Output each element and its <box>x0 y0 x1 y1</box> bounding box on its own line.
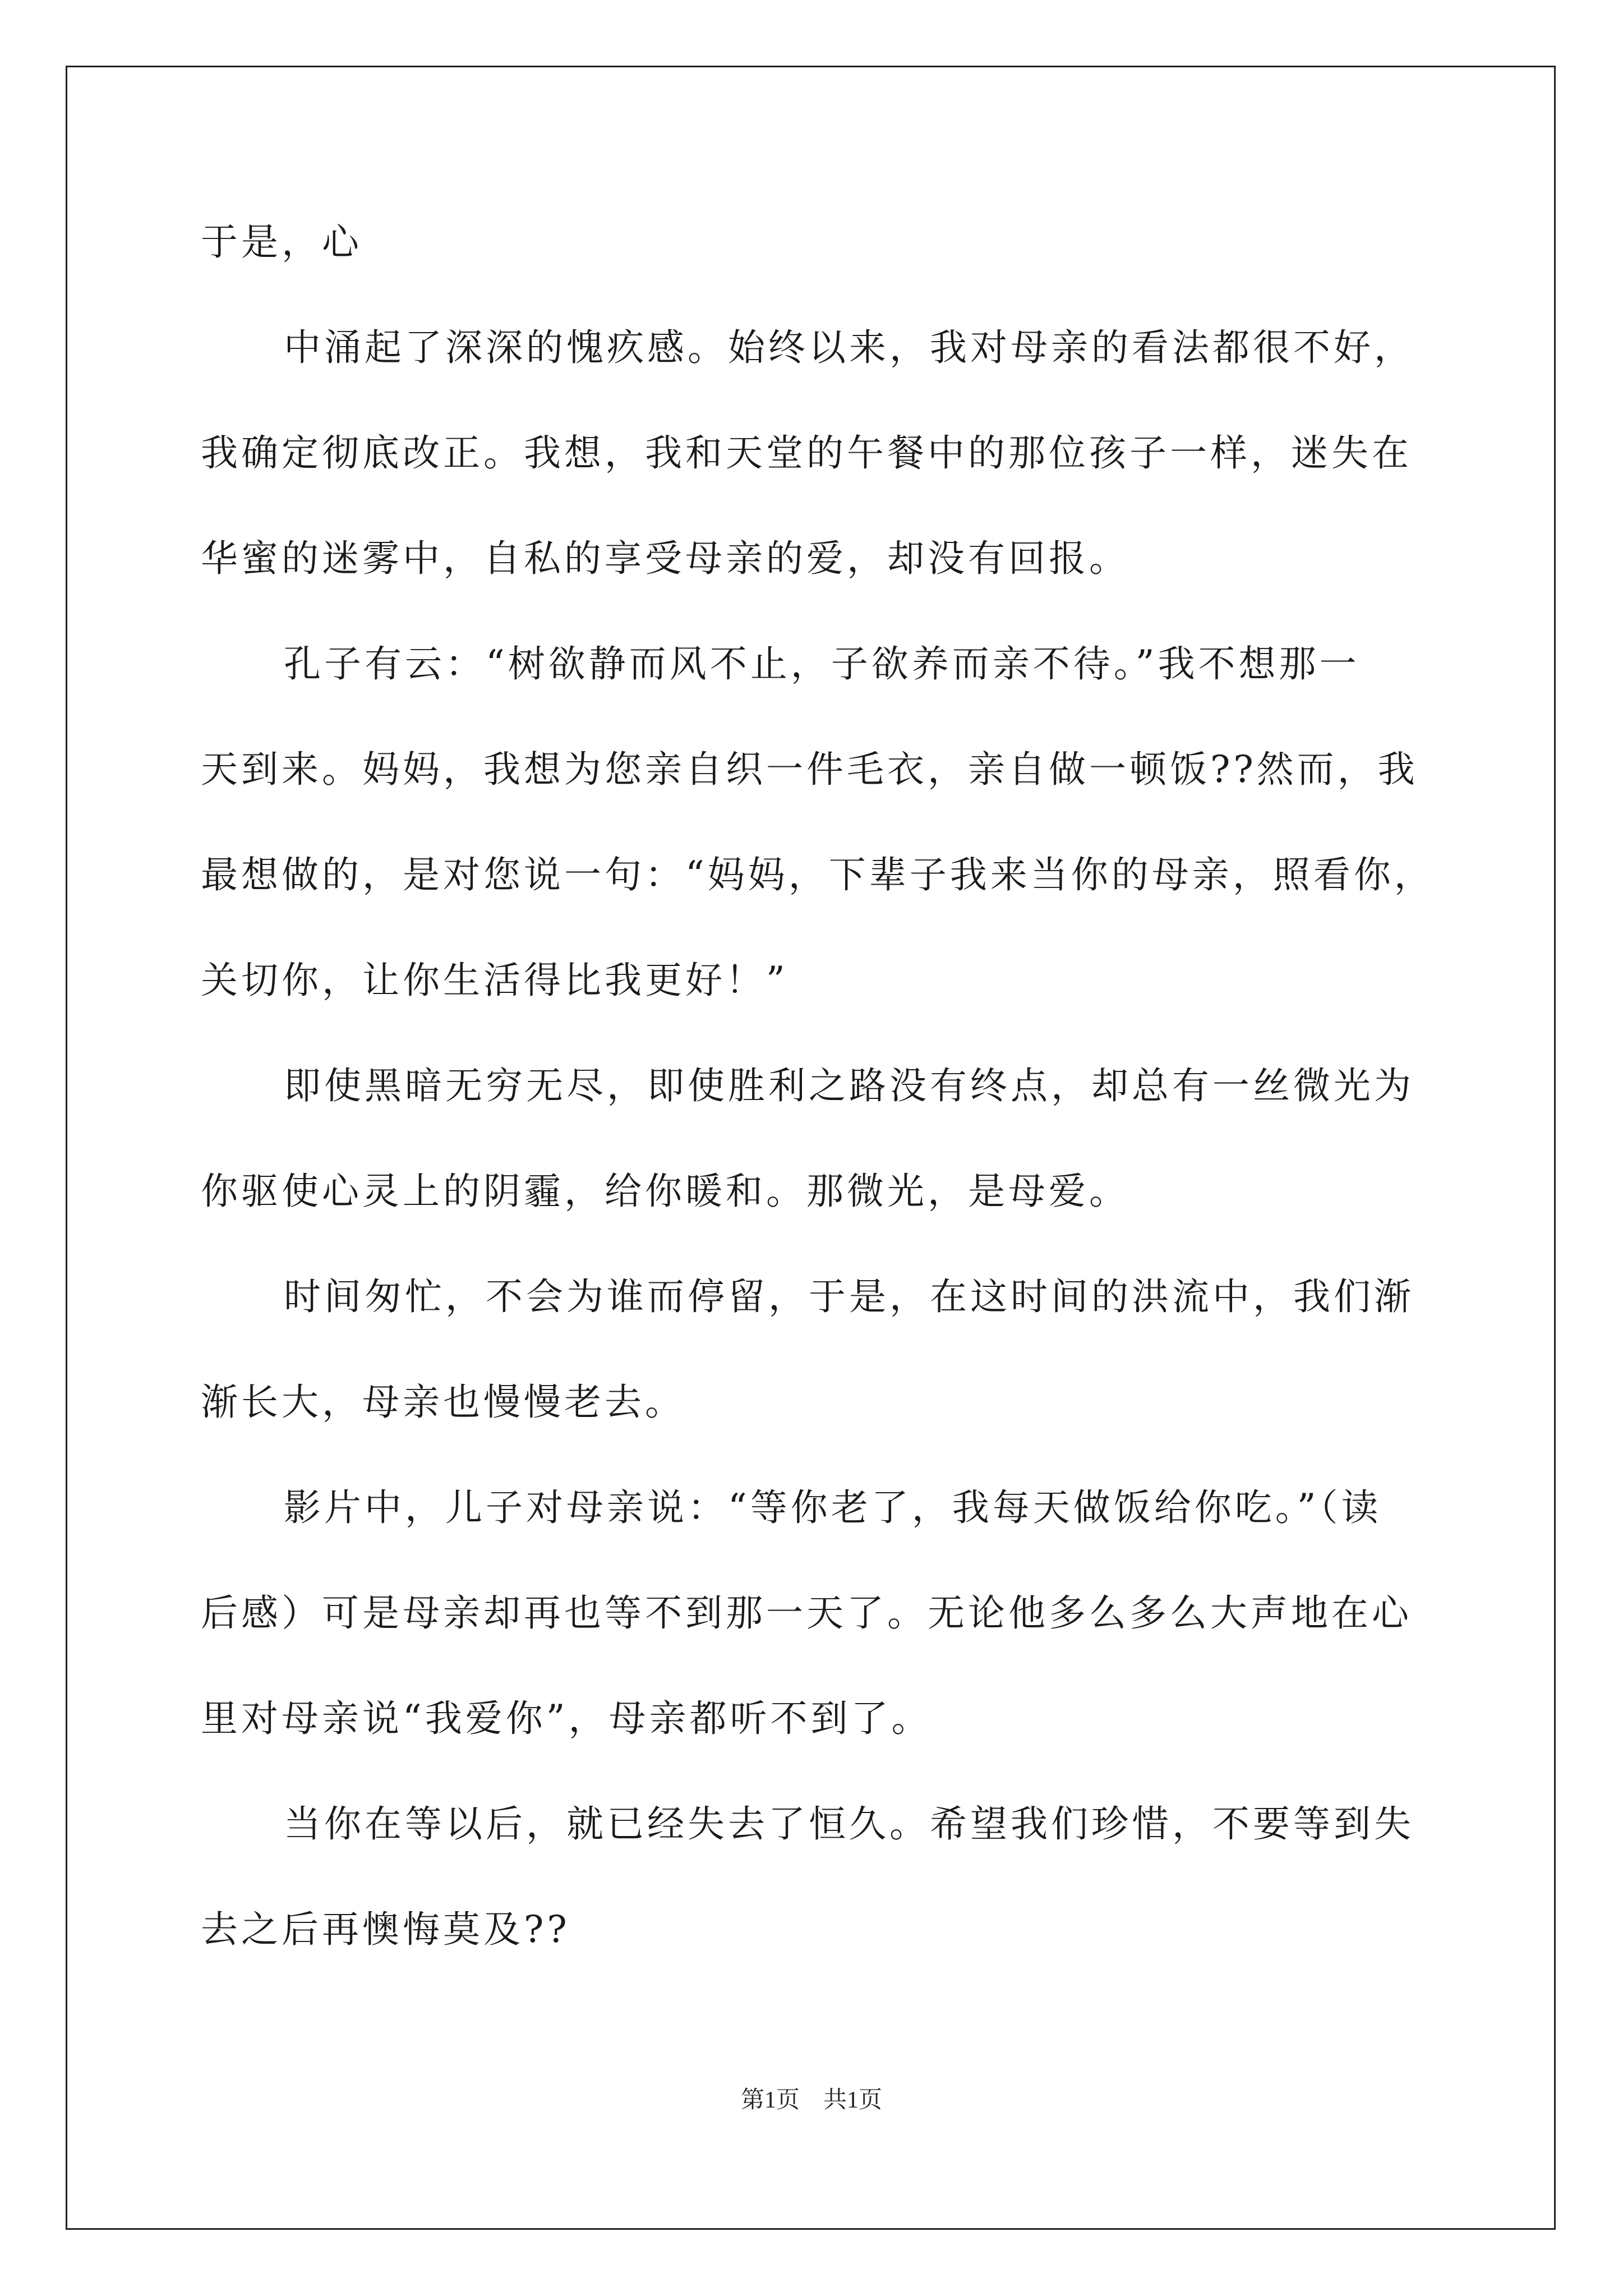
paragraph-start-line: 当你在等以后，就已经失去了恒久。希望我们珍惜，不要等到失 <box>284 1802 1414 1846</box>
paragraph-start-line: 孔子有云：“树欲静而风不止，子欲养而亲不待。”我不想那一 <box>284 642 1360 685</box>
paragraph-start-line: 中涌起了深深的愧疚感。始终以来，我对母亲的看法都很不好， <box>284 326 1414 369</box>
paragraph-start-line: 影片中，儿子对母亲说：“等你老了，我每天做饭给你吃。”（读 <box>284 1486 1382 1529</box>
page-number: 第1页 <box>740 2087 800 2113</box>
text-line: 华蜜的迷雾中，自私的享受母亲的爱，却没有回报。 <box>201 537 1129 580</box>
text-line: 最想做的，是对您说一句：“妈妈，下辈子我来当你的母亲，照看你， <box>201 853 1435 896</box>
page-footer <box>0 2085 1623 2116</box>
text-line: 渐长大，母亲也慢慢老去。 <box>201 1381 685 1424</box>
text-line: 去之后再懊悔莫及?? <box>201 1908 570 1951</box>
text-line: 你驱使心灵上的阴霾，给你暖和。那微光，是母爱。 <box>201 1170 1129 1213</box>
text-line: 关切你，让你生活得比我更好！” <box>201 959 789 1002</box>
text-line: 我确定彻底改正。我想，我和天堂的午餐中的那位孩子一样，迷失在 <box>201 431 1412 475</box>
text-line: 天到来。妈妈，我想为您亲自织一件毛衣，亲自做一顿饭??然而，我 <box>201 748 1418 791</box>
text-line: 于是，心 <box>201 220 362 264</box>
page-total: 共1页 <box>823 2087 883 2113</box>
paragraph-start-line: 时间匆忙，不会为谁而停留，于是，在这时间的洪流中，我们渐 <box>284 1275 1414 1318</box>
text-line: 后感）可是母亲却再也等不到那一天了。无论他多么多么大声地在心 <box>201 1591 1412 1635</box>
text-line: 里对母亲说“我爱你”，母亲都听不到了。 <box>201 1697 932 1740</box>
paragraph-start-line: 即使黑暗无穷无尽，即使胜利之路没有终点，却总有一丝微光为 <box>284 1064 1414 1107</box>
